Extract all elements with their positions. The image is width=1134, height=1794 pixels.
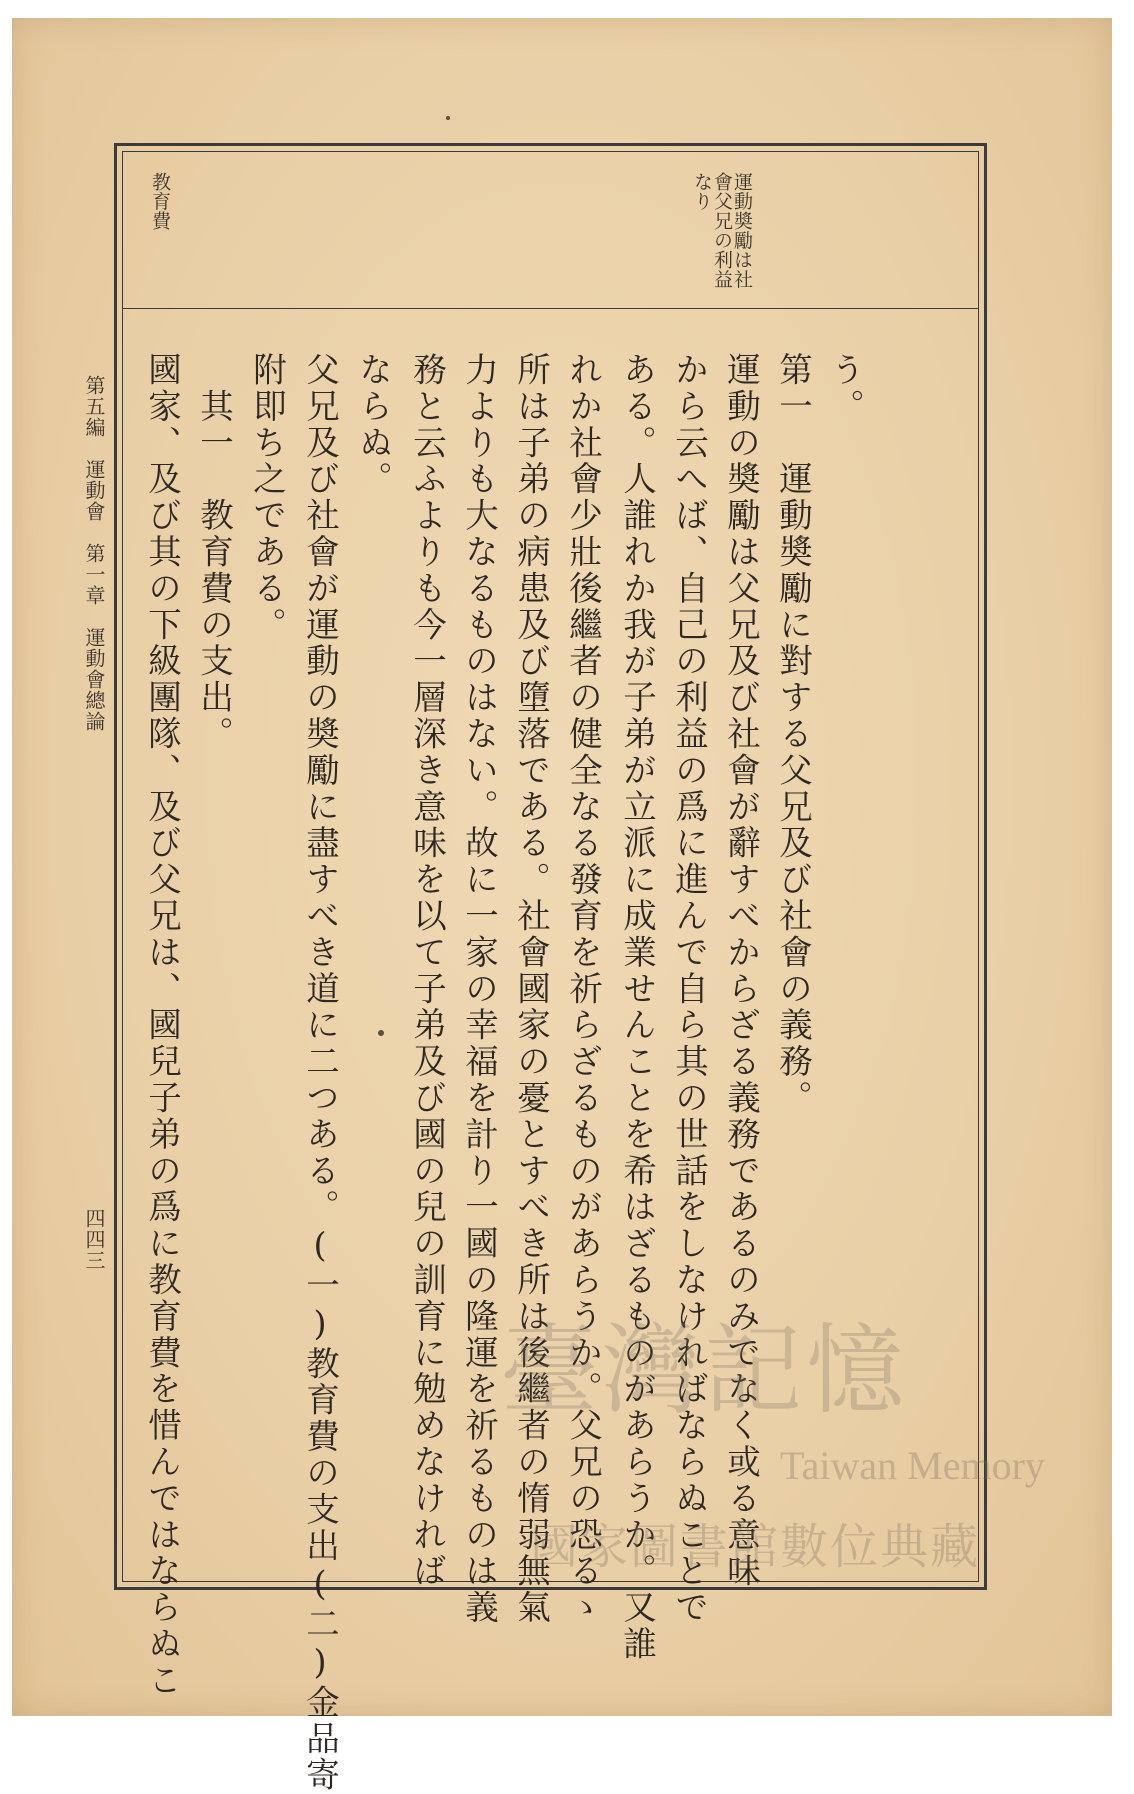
paper-speck (446, 116, 450, 120)
margin-note-line-3: なり (691, 172, 713, 211)
margin-note-line-1: 運動奬勵は社 (731, 172, 753, 289)
watermark-logo-text: 臺灣記憶 (500, 1314, 909, 1428)
paper-speck (378, 1030, 384, 1036)
body-column-7: 所は子弟の病患及び墮落である。社會國家の憂とすべき所は後繼者の惰弱無氣 (511, 352, 551, 1626)
body-column-12: 附即ち之である。 (247, 352, 287, 644)
watermark-english: Taiwan Memory (780, 1443, 1045, 1488)
body-column-4: から云へば、自己の利益の爲に進んで自ら其の世話をしなければならぬことで (669, 352, 709, 1626)
margin-note-education-cost: 教育費 (149, 172, 171, 231)
body-column-10: ならぬ。 (353, 352, 393, 498)
body-column-3: 運動の奬勵は父兄及び社會が辭すべからざる義務であるのみでなく或る意味 (721, 352, 761, 1590)
page-number: 四四三 (82, 1208, 106, 1271)
body-column-9: 務と云ふよりも今一層深き意味を以て子弟及び國の兒の訓育に勉めなければ (407, 352, 447, 1590)
body-column-1: う。 (825, 352, 865, 425)
running-title: 第五編 運動會 第一章 運動會總論 (82, 375, 106, 732)
body-column-13: 其一 教育費の支出。 (194, 352, 234, 753)
body-column-6: れか社會少壯後繼者の健全なる發育を祈らざるものがあらうか。父兄の恐るゝ (563, 352, 603, 1626)
header-rule (122, 308, 979, 309)
watermark-subtitle: 國家圖書館數位典藏 (530, 1519, 981, 1575)
body-column-2: 第一 運動奬勵に對する父兄及び社會の義務。 (773, 352, 813, 1117)
body-column-11: 父兄及び社會が運動の奬勵に盡すべき道に二つある。(一)教育費の支出(二)金品寄 (300, 352, 340, 1794)
body-column-14: 國家、及び其の下級團隊、及び父兄は、國兒子弟の爲に教育費を惜んではならぬこ (142, 352, 182, 1699)
body-column-8: 力よりも大なるものはない。故に一家の幸福を計り一國の隆運を祈るものは義 (459, 352, 499, 1626)
margin-note-line-2: 會父兄の利益 (711, 172, 733, 289)
body-column-5: ある。人誰れか我が子弟が立派に成業せんことを希はざるものがあらうか。又誰 (617, 352, 657, 1663)
